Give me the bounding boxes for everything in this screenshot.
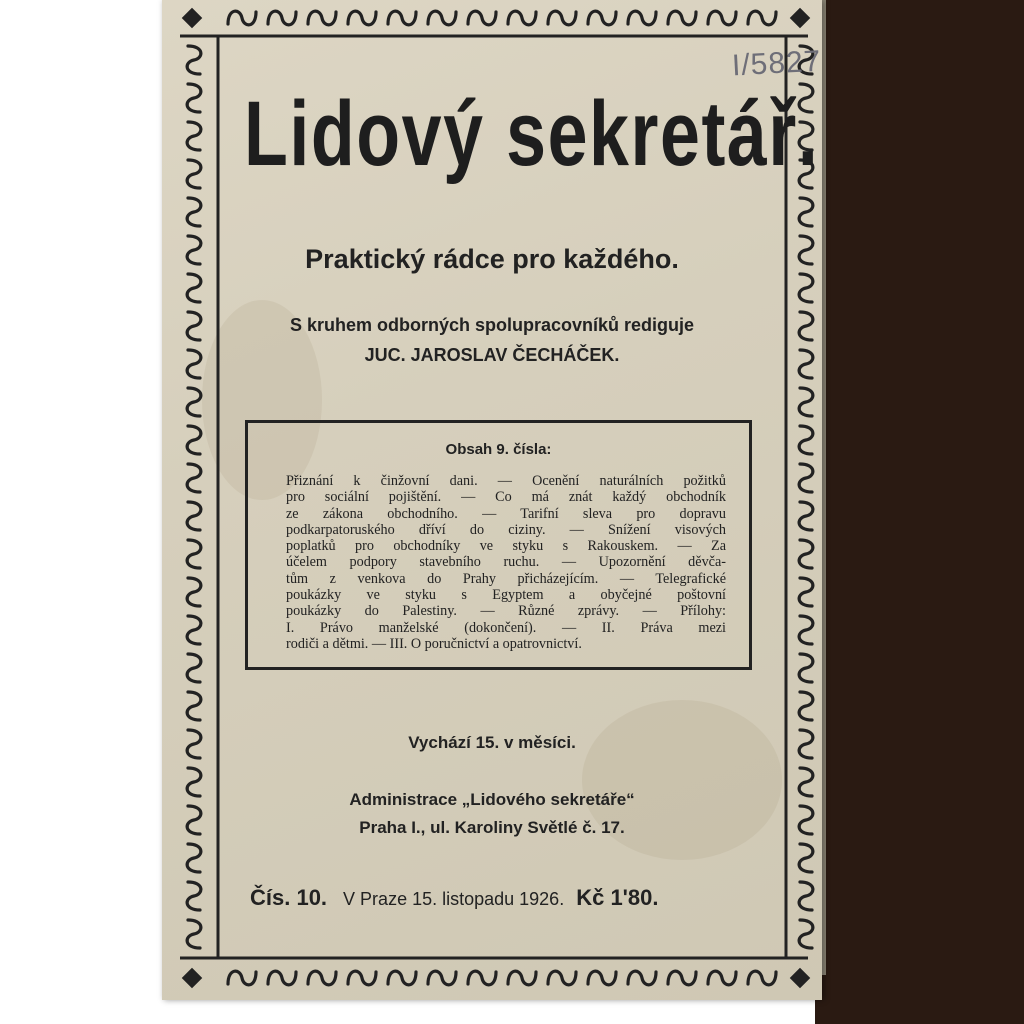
page-title: Lidový sekretář.	[244, 83, 820, 185]
contents-line: podkarpatoruského dříví do ciziny. — Snížení visových	[286, 521, 726, 538]
contents-line: Přiznání k činžovní dani. — Ocenění naturálních požitků	[286, 473, 726, 489]
issue-price: Kč 1'80.	[576, 885, 659, 910]
issue-date: V Praze 15. listopadu 1926.	[343, 889, 565, 909]
background	[815, 0, 1024, 1024]
issue-number: Čís. 10.	[250, 885, 328, 910]
editor-name: JUC. JAROSLAV ČECHÁČEK.	[364, 345, 620, 365]
contents-heading: Obsah 9. čísla:	[445, 441, 552, 458]
contents-line: rodiči a dětmi. — III. O poručnictví a opatrovnictví.	[286, 635, 582, 652]
contents-line: účelem podpory stavebního ruchu. — Upozornění děvča-	[286, 554, 726, 571]
contents-list	[286, 473, 726, 652]
contents-box	[245, 420, 752, 670]
contents-line: poukázky ve styku s Egyptem a obyčejné poštovní	[286, 587, 726, 604]
contents-line: pro sociální pojištění. — Co má znát každý obchodník	[286, 489, 726, 506]
contents-line: poplatků pro obchodníky ve styku s Rakouskem. — Za	[286, 538, 726, 555]
publication-frequency: Vychází 15. v měsíci.	[408, 733, 576, 752]
contents-line: I. Právo manželské (dokončení). — II. Práva mezi	[286, 619, 726, 636]
editor-line: S kruhem odborných spolupracovníků rediguje	[289, 315, 695, 335]
contents-line: poukázky do Palestiny. — Různé zprávy. — Přílohy:	[286, 603, 726, 620]
subtitle: Praktický rádce pro každého.	[305, 244, 679, 274]
footer	[250, 885, 770, 911]
contents-line: ze zákona obchodního. — Tarifní sleva pro dopravu	[286, 505, 726, 522]
administration-address: Praha I., ul. Karoliny Světlé č. 17.	[359, 818, 625, 837]
contents-line: tům z venkova do Prahy přicházejícím. — Telegrafické	[286, 570, 726, 587]
catalog-number-handwritten: I/5827	[731, 44, 822, 83]
administration-line: Administrace „Lidového sekretáře“	[349, 790, 635, 809]
document-cover	[162, 0, 822, 1000]
